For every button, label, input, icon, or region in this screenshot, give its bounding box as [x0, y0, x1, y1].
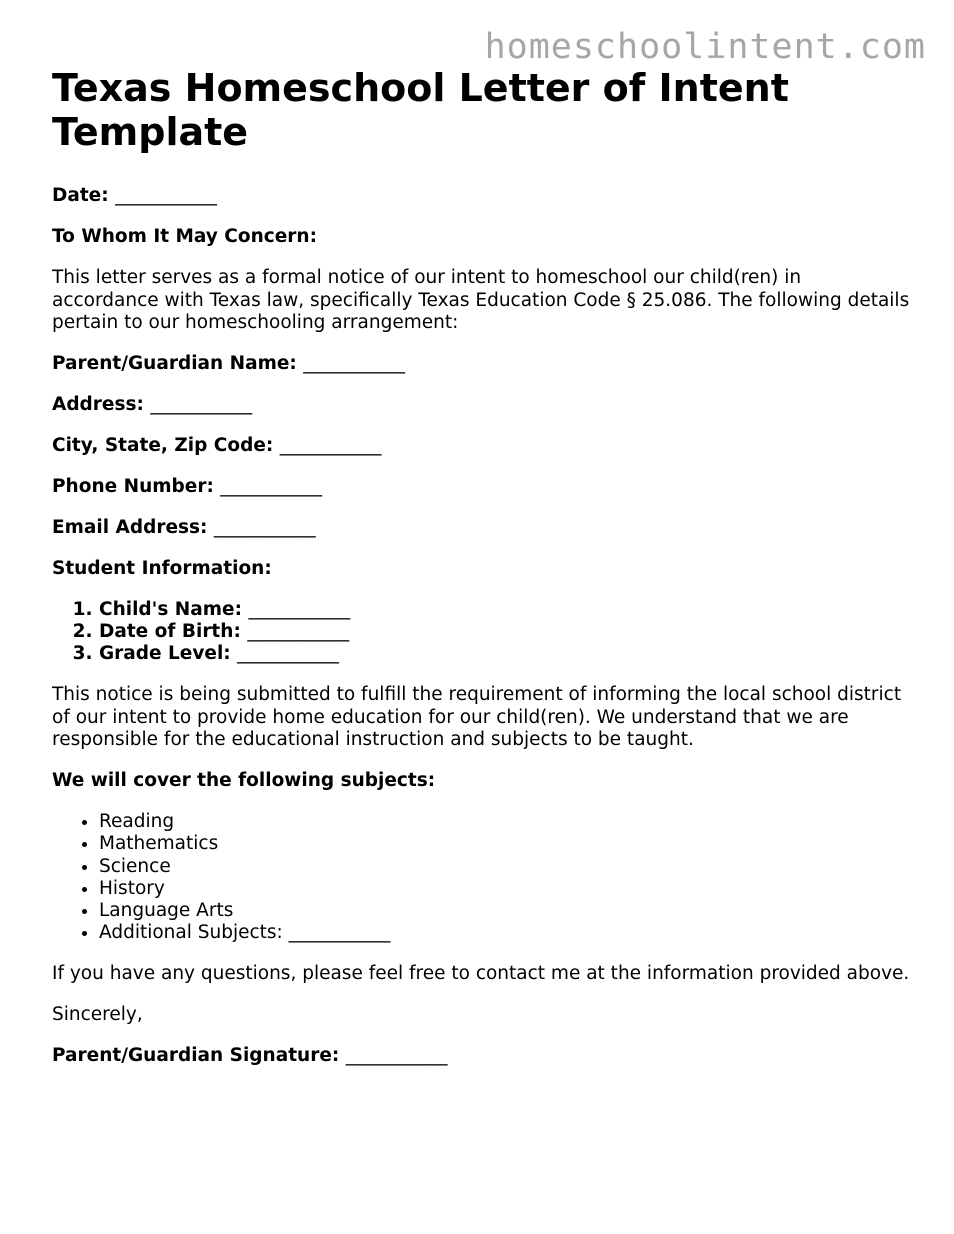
email-label: Email Address: — [52, 517, 208, 538]
address-blank: ___________ — [150, 394, 253, 415]
contact-paragraph: If you have any questions, please feel free to contact me at the information provided above. — [52, 962, 910, 984]
list-item: • Mathematics — [99, 833, 912, 855]
date-of-birth-label: Date of Birth: — [99, 621, 241, 643]
list-item: • Reading — [99, 811, 912, 833]
student-info-heading: Student Information: — [52, 558, 272, 579]
list-item: • History — [99, 878, 912, 900]
parent-name-field — [52, 353, 912, 376]
grade-level-label: Grade Level: — [99, 643, 231, 665]
list-item — [99, 922, 912, 944]
phone-field — [52, 476, 912, 499]
list-item: • Language Arts — [99, 900, 912, 922]
child-name-label: Child's Name: — [99, 599, 242, 620]
date-blank: ___________ — [115, 185, 217, 206]
parent-name-blank: ___________ — [303, 353, 406, 374]
grade-level-blank: ___________ — [237, 643, 339, 665]
salutation: To Whom It May Concern: — [52, 226, 317, 247]
page-title: Texas Homeschool Letter of Intent Template — [52, 66, 789, 154]
list-item — [99, 599, 912, 621]
parent-name-label: Parent/Guardian Name: — [52, 353, 297, 374]
closing: Sincerely, — [52, 1003, 143, 1025]
phone-label: Phone Number: — [52, 476, 214, 497]
subjects-list — [52, 811, 912, 944]
list-item — [99, 621, 912, 643]
signature-blank: ___________ — [345, 1044, 448, 1066]
city-state-zip-blank: ___________ — [279, 435, 382, 456]
letter-document — [52, 66, 912, 1067]
student-info-list — [52, 599, 912, 666]
address-label: Address: — [52, 394, 144, 415]
subjects-heading: We will cover the following subjects: — [52, 770, 436, 792]
list-item: • Science — [99, 856, 912, 878]
additional-subjects-blank: ___________ — [288, 922, 391, 944]
additional-subjects-label: Additional Subjects: — [99, 922, 283, 944]
date-of-birth-blank: ___________ — [247, 621, 350, 643]
signature-label: Parent/Guardian Signature: — [52, 1044, 340, 1066]
date-label: Date: — [52, 185, 109, 206]
city-state-zip-field — [52, 435, 912, 458]
signature-field — [52, 1045, 912, 1068]
email-field — [52, 517, 912, 540]
date-field — [52, 185, 912, 208]
email-blank: ___________ — [213, 517, 316, 538]
site-watermark: homeschoolintent.com — [484, 27, 926, 67]
notice-paragraph: This notice is being submitted to fulfill the requirement of informing the local school district of our intent to provide home education for our child(ren). We understand that we are responsible for the educational instruction and subjects to be taught. — [52, 684, 902, 751]
child-name-blank: ___________ — [248, 599, 351, 620]
city-state-zip-label: City, State, Zip Code: — [52, 435, 274, 456]
phone-blank: ___________ — [220, 476, 323, 497]
intro-paragraph: This letter serves as a formal notice of our intent to homeschool our child(ren) in accordance with Texas law, specifically Texas Education Code § 25.086. The following details pertain to our homeschooling arrangement: — [52, 267, 910, 333]
list-item — [99, 643, 912, 665]
address-field — [52, 394, 912, 417]
